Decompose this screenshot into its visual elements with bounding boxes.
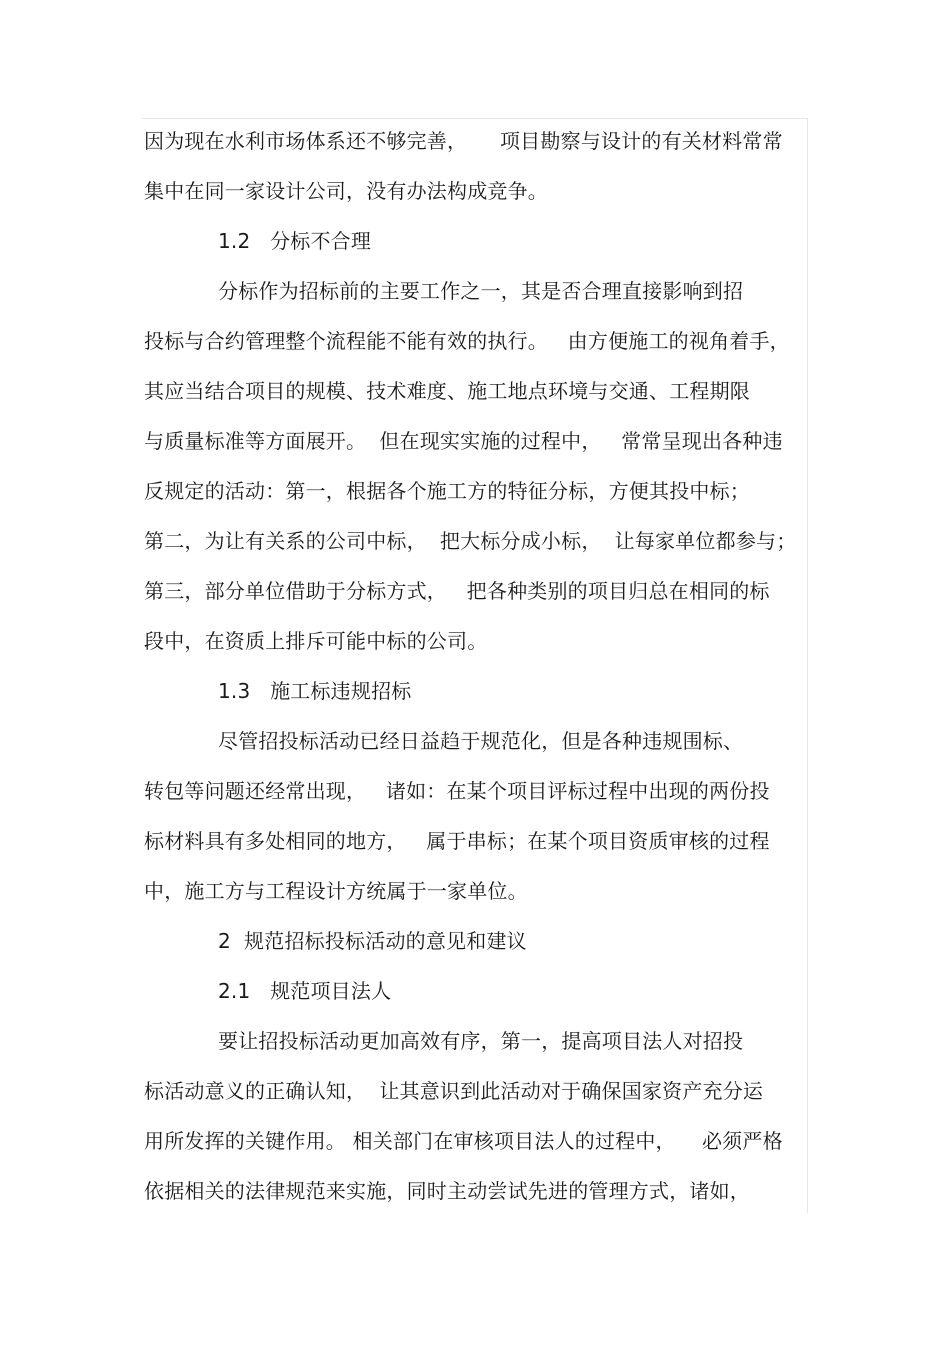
section-heading: 2.1 规范项目法人 — [218, 979, 392, 1003]
text-line: 标活动意义的正确认知， 让其意识到此活动对于确保国家资产充分运 — [144, 1079, 764, 1103]
text-line: 要让招投标活动更加高效有序，第一，提高项目法人对招投 — [218, 1029, 744, 1053]
text-line: 第三，部分单位借助于分标方式， 把各种类别的项目归总在相同的标 — [144, 579, 770, 603]
text-line: 分标作为招标前的主要工作之一，其是否合理直接影响到招 — [218, 279, 744, 303]
section-heading: 1.3 施工标违规招标 — [218, 679, 412, 703]
text-line: 第二，为让有关系的公司中标， 把大标分成小标， 让每家单位都参与； — [144, 529, 797, 553]
text-line: 反规定的活动：第一，根据各个施工方的特征分标，方便其投中标； — [144, 479, 750, 503]
text-line: 尽管招投标活动已经日益趋于规范化，但是各种违规围标、 — [218, 729, 744, 753]
text-line: 投标与合约管理整个流程能不能有效的执行。 由方便施工的视角着手， — [144, 329, 790, 353]
text-line: 转包等问题还经常出现， 诸如：在某个项目评标过程中出现的两份投 — [144, 779, 770, 803]
text-line: 用所发挥的关键作用。 相关部门在审核项目法人的过程中， 必须严格 — [144, 1129, 783, 1153]
text-line: 依据相关的法律规范来实施，同时主动尝试先进的管理方式，诸如， — [144, 1179, 750, 1203]
section-heading: 2 规范招标投标活动的意见和建议 — [218, 929, 527, 953]
text-line: 标材料具有多处相同的地方， 属于串标；在某个项目资质审核的过程 — [144, 829, 770, 853]
text-line: 其应当结合项目的规模、技术难度、施工地点环境与交通、工程期限 — [144, 379, 750, 403]
text-line: 段中，在资质上排斥可能中标的公司。 — [144, 629, 488, 653]
text-line: 与质量标准等方面展开。 但在现实实施的过程中， 常常呈现出各种违 — [144, 429, 783, 453]
text-line: 中，施工方与工程设计方统属于一家单位。 — [144, 879, 528, 903]
section-heading: 1.2 分标不合理 — [218, 229, 372, 253]
text-line: 集中在同一家设计公司，没有办法构成竞争。 — [144, 179, 548, 203]
text-line: 因为现在水利市场体系还不够完善， 项目勘察与设计的有关材料常常 — [144, 129, 783, 153]
